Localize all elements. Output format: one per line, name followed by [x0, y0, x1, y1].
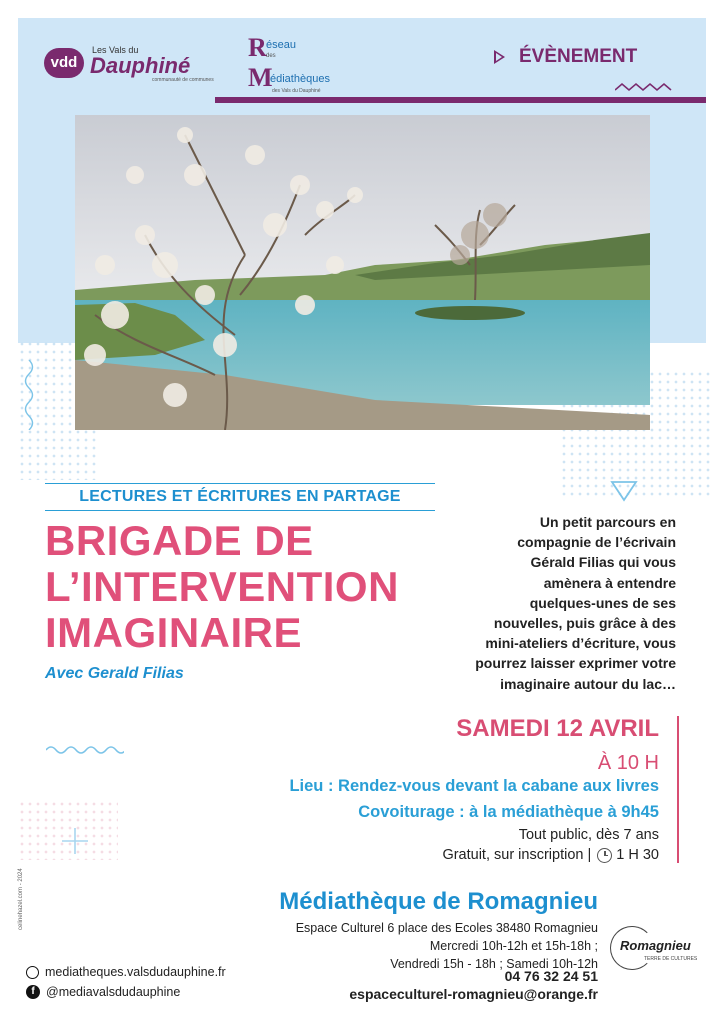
logo2-line3: édiathèques	[270, 73, 330, 85]
description-line: compagnie de l’écrivain	[517, 534, 676, 551]
facebook-link[interactable]	[26, 985, 180, 999]
website-text: mediatheques.valsdudauphine.fr	[45, 965, 226, 979]
description-line: pourrez laisser exprimer votre	[475, 655, 676, 672]
reseau-mediatheques-logo	[248, 33, 358, 95]
clock-icon	[597, 848, 612, 863]
description-line: mini-ateliers d’écriture, vous	[485, 635, 676, 652]
logo1-caption: communauté de communes	[152, 77, 214, 83]
romagnieu-name: Romagnieu	[620, 938, 691, 953]
event-title	[45, 518, 465, 656]
event-time: À 10 H	[597, 752, 659, 774]
globe-icon	[26, 966, 39, 979]
romagnieu-tag: TERRE DE CULTURES	[644, 956, 698, 962]
romagnieu-logo	[608, 922, 704, 982]
description-line: imaginaire autour du lac…	[500, 675, 676, 692]
plus-decoration	[60, 826, 90, 856]
event-date: SAMEDI 12 AVRIL	[456, 715, 659, 742]
vdd-badge: vdd	[44, 48, 84, 78]
description-line: Un petit parcours en	[539, 514, 676, 530]
event-author: Avec Gerald Filias	[45, 665, 184, 682]
description-line: amènera à entendre	[543, 574, 676, 591]
website-link[interactable]	[26, 965, 226, 979]
facebook-text: @mediavalsdudauphine	[46, 985, 181, 999]
price-text: Gratuit, sur inscription |	[442, 847, 592, 863]
letter-m-glyph: M	[248, 63, 273, 92]
duration-text: 1 H 30	[616, 847, 659, 863]
logo2-line1: éseau	[266, 39, 296, 51]
title-line-1: BRIGADE DE	[45, 517, 314, 564]
squiggle-decoration-left	[22, 360, 36, 430]
venue-name: Médiathèque de Romagnieu	[279, 888, 598, 915]
wave-decoration-left	[46, 744, 124, 754]
event-place: Lieu : Rendez-vous devant la cabane aux livres	[289, 777, 659, 795]
description-line: nouvelles, puis grâce à des	[493, 615, 676, 632]
logo1-big-text: Dauphiné	[90, 53, 191, 78]
logo2-caption: des Vals du Dauphiné	[272, 88, 321, 94]
venue-hours-2: Vendredi 15h - 18h ; Samedi 10h-12h	[390, 957, 598, 971]
event-price	[442, 847, 659, 863]
play-triangle-icon	[494, 50, 505, 64]
description-line: Gérald Filias qui vous	[530, 554, 676, 571]
zigzag-decoration-top	[615, 82, 675, 92]
title-line-2: L’INTERVENTION	[45, 563, 399, 610]
logo1-small-text: Les Vals du	[92, 45, 139, 55]
event-audience: Tout public, dès 7 ans	[518, 827, 659, 843]
category-text: ÉVÈNEMENT	[519, 46, 638, 67]
facebook-icon: f	[26, 985, 40, 999]
venue-email[interactable]: espaceculturel-romagnieu@orange.fr	[349, 986, 598, 1002]
lake-photo	[75, 115, 650, 430]
letter-r-glyph: R	[248, 33, 267, 62]
vals-du-dauphine-logo	[44, 45, 214, 85]
event-carpool: Covoiturage : à la médiathèque à 9h45	[358, 803, 659, 821]
title-line-3: IMAGINAIRE	[45, 609, 302, 656]
design-credit: celinehazel.com - 2024	[18, 868, 24, 930]
event-subtitle: LECTURES ET ÉCRITURES EN PARTAGE	[45, 483, 435, 511]
description-line: quelques-unes de ses	[529, 594, 676, 611]
venue-address: Espace Culturel 6 place des Ecoles 38480 Romagnieu	[295, 921, 598, 935]
logo2-line2: des	[266, 53, 276, 59]
venue-hours-1: Mercredi 10h-12h et 15h-18h ;	[429, 939, 598, 953]
category-label	[494, 46, 637, 68]
header-divider	[215, 97, 706, 103]
date-divider	[677, 716, 679, 863]
venue-phone[interactable]: 04 76 32 24 51	[504, 968, 598, 984]
event-description	[440, 512, 676, 694]
triangle-decoration	[610, 480, 638, 502]
